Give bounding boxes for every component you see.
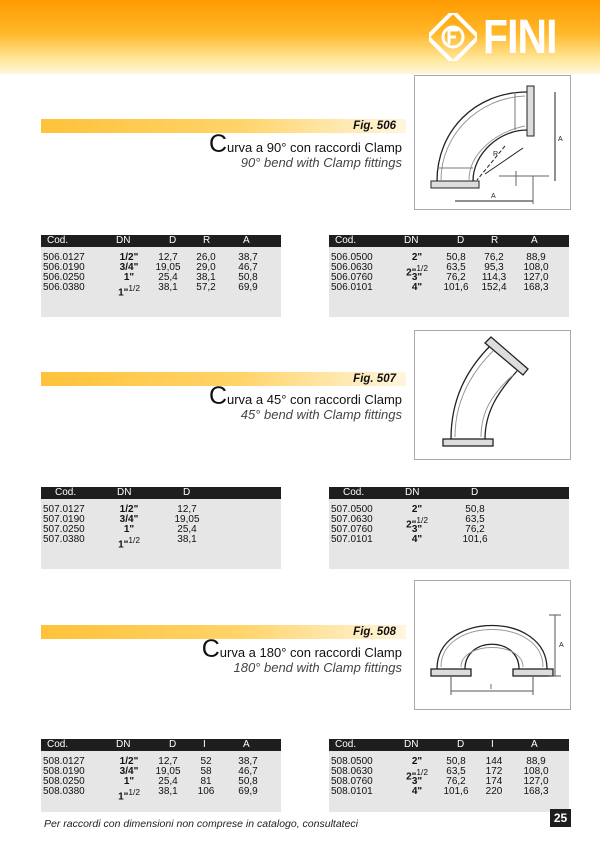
- section-title: Curva a 90° con raccordi Clamp: [208, 130, 402, 158]
- dn-value: 1/2": [119, 504, 139, 515]
- dim-a: A: [559, 642, 564, 649]
- table-row: [329, 283, 569, 293]
- dn-value: 1": [123, 272, 135, 283]
- column-header: DN: [404, 235, 419, 246]
- cell-value: 25,4: [158, 272, 178, 283]
- table-header: [41, 487, 281, 499]
- cell-value: 19,05: [155, 766, 181, 777]
- fig-bar-508: [41, 625, 406, 639]
- cell-value: 29,0: [196, 262, 216, 273]
- cell-value: 38,7: [238, 756, 258, 767]
- cell-value: 38,1: [158, 282, 178, 293]
- table-body: [41, 499, 281, 551]
- cell-value: 114,3: [481, 272, 507, 283]
- column-header: Cod.: [335, 235, 357, 246]
- cell-value: 38,7: [238, 252, 258, 263]
- cell-cod: [331, 787, 373, 797]
- brand-name: FINI: [483, 10, 558, 64]
- table-row: [41, 534, 281, 551]
- dn-value: 2": [406, 771, 417, 783]
- section-subtitle: 180° bend with Clamp fittings: [233, 660, 402, 675]
- dn-wrap: [412, 757, 422, 767]
- dn-value: 3": [411, 524, 423, 535]
- dn-value: 3": [411, 776, 423, 787]
- dn-value: 2": [406, 519, 417, 531]
- drawing-bend-180: [414, 580, 571, 710]
- dim-a-vertical: A: [558, 136, 563, 143]
- dn-fraction: 1/2: [128, 787, 140, 797]
- cell-value: 508.0250: [43, 776, 85, 787]
- cell-value: 63,5: [446, 766, 466, 777]
- drawing-bend-45: [414, 330, 571, 460]
- cell-value: 101,6: [443, 282, 469, 293]
- cell-value: 38,1: [177, 534, 197, 545]
- cell-value: 508.0500: [331, 756, 373, 767]
- cell-value: 76,2: [465, 524, 485, 535]
- cell-value: 507.0127: [43, 504, 85, 515]
- dim-r: R: [493, 151, 499, 158]
- column-header: A: [531, 739, 538, 750]
- cell-value: 12,7: [177, 504, 197, 515]
- dn-wrap: [124, 777, 134, 787]
- table-header: [41, 235, 281, 247]
- dn-value: 2": [411, 504, 423, 515]
- cell-value: 506.0127: [43, 252, 85, 263]
- table-506-left: [41, 235, 281, 317]
- dn-value: 1": [118, 287, 129, 299]
- column-header: R: [203, 235, 211, 246]
- cell-value: 507.0250: [43, 524, 85, 535]
- cell-value: 508.0380: [43, 786, 85, 797]
- table-506-right: [329, 235, 569, 317]
- fig-label: Fig. 508: [353, 626, 396, 638]
- table-body: [329, 247, 569, 299]
- cell-value: 508.0127: [43, 756, 85, 767]
- dn-value: 2": [411, 252, 423, 263]
- dn-value: 4": [411, 786, 423, 797]
- cell-value: 108,0: [523, 262, 549, 273]
- cell-value: 12,7: [158, 756, 178, 767]
- dn-wrap: [124, 273, 134, 283]
- cell-value: 108,0: [523, 766, 549, 777]
- cell-value: 507.0630: [331, 514, 373, 525]
- cell-value: 57,2: [196, 282, 216, 293]
- cell-value: 127,0: [523, 776, 549, 787]
- cell-value: 220: [485, 786, 503, 797]
- cell-value: 174: [485, 776, 503, 787]
- cell-value: 95,3: [484, 262, 504, 273]
- cell-value: 88,9: [526, 756, 546, 767]
- dn-wrap: [412, 253, 422, 263]
- cell-value: 76,2: [484, 252, 504, 263]
- cell-value: 127,0: [523, 272, 549, 283]
- cell-value: 506.0250: [43, 272, 85, 283]
- dn-value: 4": [411, 534, 423, 545]
- cell-cod: [43, 787, 85, 797]
- cell-value: 101,6: [462, 534, 488, 545]
- cell-value: 168,3: [523, 282, 549, 293]
- table-row: [41, 786, 281, 803]
- table-body: [41, 247, 281, 299]
- section-subtitle: 90° bend with Clamp fittings: [240, 155, 402, 170]
- cell-value: 76,2: [446, 776, 466, 787]
- column-header: A: [243, 235, 250, 246]
- column-header: D: [457, 235, 465, 246]
- dn-value: 1": [123, 776, 135, 787]
- cell-value: 507.0500: [331, 504, 373, 515]
- cell-value: 168,3: [523, 786, 549, 797]
- table-header: [329, 487, 569, 499]
- cell-value: 506.0630: [331, 262, 373, 273]
- cell-value: 506.0101: [331, 282, 373, 293]
- cell-value: 50,8: [446, 756, 466, 767]
- dn-value: 1/2": [119, 756, 139, 767]
- cell-value: 46,7: [238, 262, 258, 273]
- column-header: DN: [117, 487, 132, 498]
- cell-cod: [331, 283, 373, 293]
- dn-fraction: 1/2: [416, 767, 428, 777]
- cell-value: 58: [200, 766, 212, 777]
- column-header: D: [471, 487, 479, 498]
- dn-fraction: 1/2: [128, 283, 140, 293]
- table-row: [41, 282, 281, 299]
- dn-wrap: [118, 535, 140, 550]
- cell-value: 88,9: [526, 252, 546, 263]
- column-header: Cod.: [47, 739, 69, 750]
- dim-i: I: [490, 684, 492, 691]
- table-508-left: [41, 739, 281, 812]
- column-header: R: [491, 235, 499, 246]
- column-header: Cod.: [343, 487, 365, 498]
- cell-value: 25,4: [158, 776, 178, 787]
- cell-value: 507.0380: [43, 534, 85, 545]
- cell-value: 50,8: [238, 272, 258, 283]
- dn-value: 4": [411, 282, 423, 293]
- column-header: DN: [116, 235, 131, 246]
- cell-value: 50,8: [465, 504, 485, 515]
- cell-value: 101,6: [443, 786, 469, 797]
- cell-value: 508.0630: [331, 766, 373, 777]
- dn-wrap: [412, 283, 422, 293]
- table-header: [41, 739, 281, 751]
- cell-value: 506.0190: [43, 262, 85, 273]
- dn-fraction: 1/2: [416, 515, 428, 525]
- dn-fraction: 1/2: [128, 535, 140, 545]
- cell-value: 38,1: [158, 786, 178, 797]
- cell-value: 508.0101: [331, 786, 373, 797]
- column-header: D: [457, 739, 465, 750]
- dn-wrap: [124, 525, 134, 535]
- dn-value: 3/4": [119, 766, 139, 777]
- column-header: A: [243, 739, 250, 750]
- table-body: [329, 499, 569, 551]
- dn-value: 1": [118, 539, 129, 551]
- cell-value: 506.0760: [331, 272, 373, 283]
- column-header: D: [169, 235, 177, 246]
- dn-value: 2": [406, 267, 417, 279]
- section-title: Curva a 180° con raccordi Clamp: [201, 635, 402, 663]
- dn-wrap: [412, 787, 422, 797]
- table-body: [41, 751, 281, 803]
- column-header: D: [183, 487, 191, 498]
- column-header: A: [531, 235, 538, 246]
- cell-value: 38,1: [196, 272, 216, 283]
- cell-value: 506.0380: [43, 282, 85, 293]
- brand-logo: [429, 9, 570, 65]
- column-header: DN: [404, 739, 419, 750]
- dn-wrap: [118, 787, 140, 802]
- cell-value: 81: [200, 776, 212, 787]
- cell-cod: [43, 535, 85, 545]
- cell-cod: [331, 535, 373, 545]
- cell-value: 76,2: [446, 272, 466, 283]
- cell-value: 507.0190: [43, 514, 85, 525]
- cell-cod: [43, 283, 85, 293]
- page-number: 25: [550, 809, 571, 827]
- column-header: I: [203, 739, 206, 750]
- dn-wrap: [412, 535, 422, 545]
- table-body: [329, 751, 569, 803]
- cell-value: 152,4: [481, 282, 507, 293]
- table-header: [329, 739, 569, 751]
- cell-value: 19,05: [155, 262, 181, 273]
- fig-label: Fig. 506: [353, 120, 396, 132]
- cell-value: 63,5: [465, 514, 485, 525]
- drawing-bend-90: [414, 75, 571, 210]
- footer-note: Per raccordi con dimensioni non comprese in catalogo, consultateci: [44, 818, 359, 830]
- section-title: Curva a 45° con raccordi Clamp: [208, 382, 402, 410]
- section-subtitle: 45° bend with Clamp fittings: [240, 407, 402, 422]
- cell-value: 508.0190: [43, 766, 85, 777]
- dn-value: 1/2": [119, 252, 139, 263]
- dn-wrap: [412, 505, 422, 515]
- column-header: DN: [116, 739, 131, 750]
- page-header: [0, 0, 600, 74]
- cell-value: 25,4: [177, 524, 197, 535]
- cell-value: 50,8: [446, 252, 466, 263]
- fig-label: Fig. 507: [353, 373, 396, 385]
- dn-value: 3/4": [119, 262, 139, 273]
- table-row: [329, 535, 569, 545]
- dim-a-horizontal: A: [491, 193, 496, 200]
- cell-value: 507.0101: [331, 534, 373, 545]
- table-row: [329, 787, 569, 797]
- cell-value: 46,7: [238, 766, 258, 777]
- column-header: Cod.: [55, 487, 77, 498]
- cell-value: 19,05: [174, 514, 200, 525]
- column-header: DN: [405, 487, 420, 498]
- dn-value: 1": [123, 524, 135, 535]
- fini-f-logo-icon: [429, 13, 477, 61]
- dn-value: 1": [118, 791, 129, 803]
- cell-value: 507.0760: [331, 524, 373, 535]
- cell-value: 69,9: [238, 786, 258, 797]
- table-508-right: [329, 739, 569, 812]
- table-507-right: [329, 487, 569, 569]
- cell-value: 26,0: [196, 252, 216, 263]
- dn-value: 3": [411, 272, 423, 283]
- column-header: D: [169, 739, 177, 750]
- column-header: Cod.: [47, 235, 69, 246]
- column-header: I: [491, 739, 494, 750]
- dn-value: 3/4": [119, 514, 139, 525]
- dn-value: 2": [411, 756, 423, 767]
- table-header: [329, 235, 569, 247]
- cell-value: 52: [200, 756, 212, 767]
- cell-value: 106: [197, 786, 215, 797]
- dn-wrap: [118, 283, 140, 298]
- column-header: Cod.: [335, 739, 357, 750]
- dn-fraction: 1/2: [416, 263, 428, 273]
- cell-value: 508.0760: [331, 776, 373, 787]
- table-507-left: [41, 487, 281, 569]
- cell-value: 144: [485, 756, 503, 767]
- cell-value: 506.0500: [331, 252, 373, 263]
- cell-value: 172: [485, 766, 503, 777]
- cell-value: 69,9: [238, 282, 258, 293]
- cell-value: 63,5: [446, 262, 466, 273]
- cell-value: 12,7: [158, 252, 178, 263]
- cell-value: 50,8: [238, 776, 258, 787]
